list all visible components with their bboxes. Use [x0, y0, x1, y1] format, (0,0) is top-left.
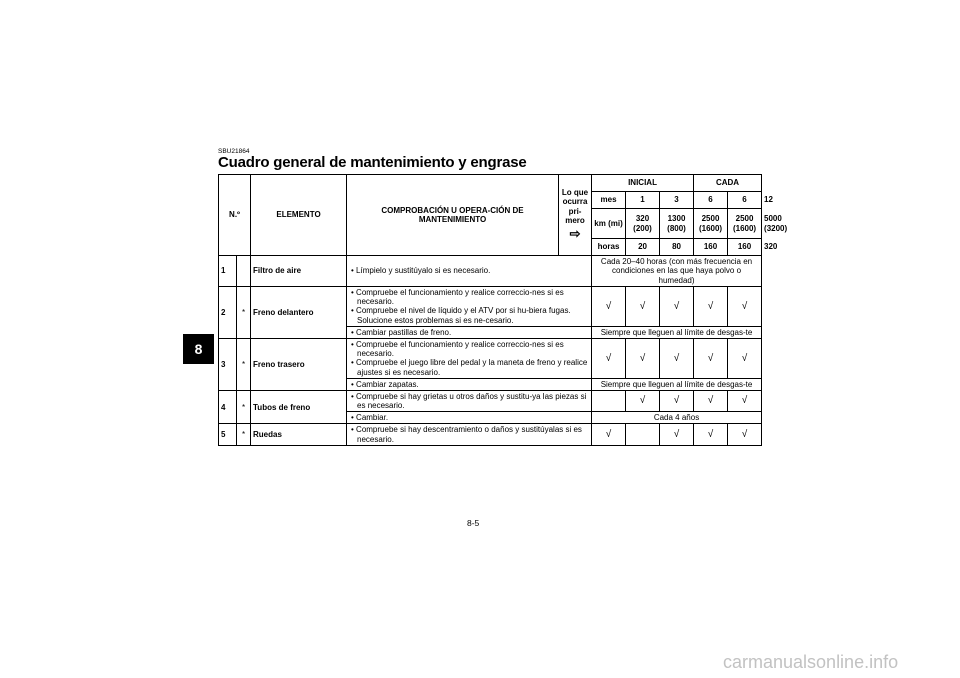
- item-no: 3: [219, 338, 237, 390]
- table-row: mes 1 3 6 6 12: [219, 192, 762, 209]
- header-month-value: 6: [694, 192, 728, 209]
- header-every: CADA: [694, 175, 762, 192]
- header-km-label: km (mi): [592, 209, 626, 239]
- header-hours-label: horas: [592, 239, 626, 256]
- operation-line: • Compruebe si hay descentramiento o daños y sustitúyalas si es necesario.: [351, 425, 582, 444]
- check-mark-cell: √: [728, 287, 762, 327]
- check-mark-cell: √: [728, 390, 762, 411]
- item-operation: [347, 424, 592, 445]
- item-element: Tubos de freno: [251, 390, 347, 424]
- page-title: Cuadro general de mantenimiento y engrase: [218, 154, 527, 171]
- item-no: 2: [219, 287, 237, 339]
- item-mark: *: [237, 424, 251, 445]
- header-month-value: 1: [626, 192, 660, 209]
- interval-note: Cada 4 años: [592, 412, 762, 424]
- header-hours-value: 80: [660, 239, 694, 256]
- header-check: COMPROBACIÓN U OPERA-CIÓN DE MANTENIMIENTO: [347, 175, 559, 256]
- maintenance-table: [218, 174, 788, 446]
- item-operation: [347, 338, 592, 378]
- interval-note: Siempre que lleguen al límite de desgas-te: [592, 378, 762, 390]
- check-mark-cell: √: [660, 287, 694, 327]
- interval-note: Siempre que lleguen al límite de desgas-te: [592, 326, 762, 338]
- check-mark-cell: √: [626, 287, 660, 327]
- table-row: [219, 287, 762, 327]
- header-month-value: 3: [660, 192, 694, 209]
- item-mark: *: [237, 390, 251, 424]
- item-operation: [347, 378, 592, 390]
- header-km-value: 2500 (1600): [728, 209, 762, 239]
- operation-line: • Compruebe si hay grietas u otros daños y sustitu-ya las piezas si es necesario.: [351, 391, 587, 411]
- item-no: 5: [219, 424, 237, 445]
- item-mark: *: [237, 338, 251, 390]
- check-mark-cell: √: [592, 287, 626, 327]
- item-no: 4: [219, 390, 237, 424]
- header-no: N.º: [219, 175, 251, 256]
- table-row: [219, 175, 762, 192]
- table-row: km (mi) 320 (200) 1300 (800) 2500 (1600) 2500 (1600) 5000 (3200): [219, 209, 762, 239]
- header-initial: INICIAL: [592, 175, 694, 192]
- header-hours-value: 20: [626, 239, 660, 256]
- arrow-right-icon: ⇨: [569, 225, 581, 241]
- check-mark-cell: √: [728, 338, 762, 378]
- check-mark-cell: √: [728, 424, 762, 445]
- header-element: ELEMENTO: [251, 175, 347, 256]
- item-element: Freno delantero: [251, 287, 347, 339]
- operation-line: • Compruebe el funcionamiento y realice correccio-nes si es necesario.: [351, 288, 564, 307]
- check-mark-cell: √: [694, 424, 728, 445]
- check-mark-cell: [592, 390, 626, 411]
- header-month-label: mes: [592, 192, 626, 209]
- table-row: [219, 338, 762, 378]
- check-mark-cell: [626, 424, 660, 445]
- header-whichever-cell: [559, 175, 592, 256]
- operation-line: • Cambiar.: [351, 413, 389, 423]
- item-mark: *: [237, 287, 251, 339]
- page-number: 8-5: [467, 518, 480, 528]
- item-no: 1: [219, 256, 237, 287]
- item-element: Freno trasero: [251, 338, 347, 390]
- header-hours-value: 160: [728, 239, 762, 256]
- item-operation: [347, 390, 592, 411]
- item-operation: [347, 287, 592, 327]
- item-operation: [347, 326, 592, 338]
- check-mark-cell: √: [592, 338, 626, 378]
- check-mark-cell: √: [694, 338, 728, 378]
- header-km-value: 320 (200): [626, 209, 660, 239]
- watermark: carmanualsonline.info: [723, 652, 899, 672]
- operation-line: • Cambiar pastillas de freno.: [351, 327, 452, 337]
- check-mark-cell: √: [660, 390, 694, 411]
- header-hours-value: 160: [694, 239, 728, 256]
- check-mark-cell: √: [694, 287, 728, 327]
- check-mark-cell: √: [660, 338, 694, 378]
- check-mark-cell: √: [592, 424, 626, 445]
- item-operation: [347, 412, 592, 424]
- interval-note: Cada 20–40 horas (con más frecuencia en condiciones en las que haya polvo o humedad): [592, 256, 762, 287]
- operation-line: • Límpielo y sustitúyalo si es necesario.: [351, 266, 491, 276]
- check-mark-cell: √: [626, 338, 660, 378]
- check-mark-cell: √: [694, 390, 728, 411]
- item-element: Filtro de aire: [251, 256, 347, 287]
- check-mark-cell: √: [660, 424, 694, 445]
- operation-line: • Compruebe el juego libre del pedal y la maneta de freno y realice ajustes si es necesario.: [351, 358, 588, 377]
- header-whichever: Lo que ocurra pri-mero: [561, 188, 589, 225]
- chapter-tab: 8: [183, 334, 214, 364]
- header-month-value: 6: [728, 192, 762, 209]
- doc-code: SBU21864: [218, 148, 250, 155]
- operation-line: • Compruebe el funcionamiento y realice correccio-nes si es necesario.: [351, 339, 564, 359]
- header-km-value: 1300 (800): [660, 209, 694, 239]
- item-element: Ruedas: [251, 424, 347, 445]
- header-km-value: 2500 (1600): [694, 209, 728, 239]
- check-mark-cell: √: [626, 390, 660, 411]
- table-row: horas 20 80 160 160 320: [219, 239, 762, 256]
- item-operation: [347, 256, 592, 287]
- table-row: [219, 424, 762, 445]
- operation-line: • Cambiar zapatas.: [351, 379, 419, 389]
- table-row: [219, 390, 762, 411]
- operation-line: • Compruebe el nivel de líquido y el ATV por si hu-biera fugas. Solucione estos problemas si es ne-cesario.: [351, 306, 571, 325]
- table-row: [219, 256, 762, 287]
- item-mark: [237, 256, 251, 287]
